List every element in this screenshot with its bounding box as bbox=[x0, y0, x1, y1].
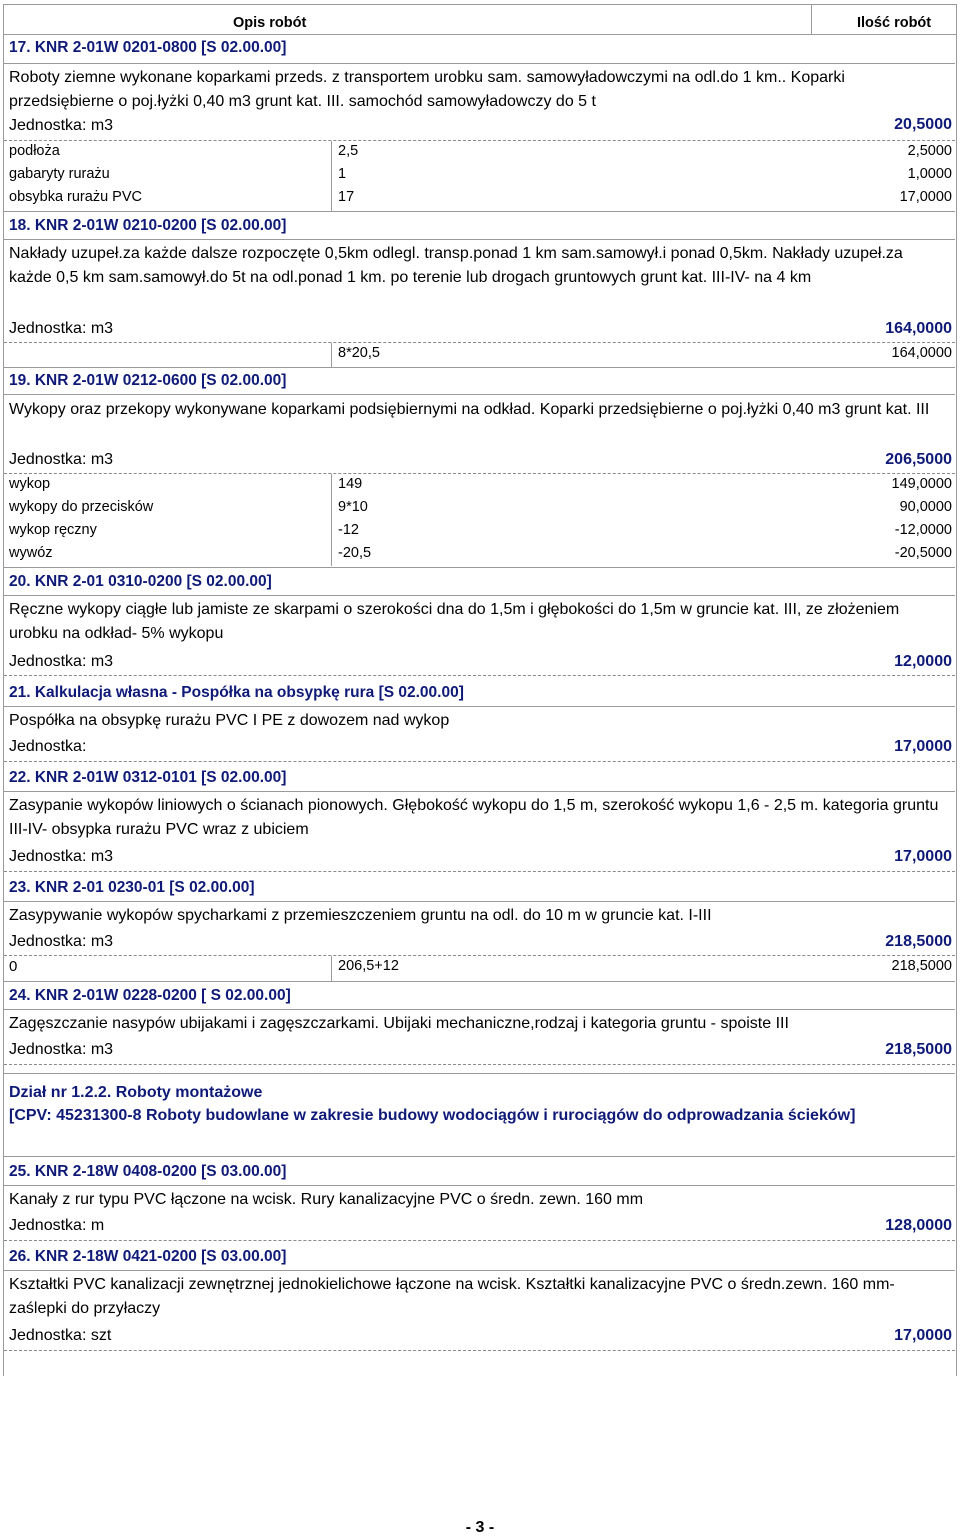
measurement-expression: 1 bbox=[338, 166, 347, 182]
item-description: Zasypywanie wykopów spycharkami z przemieszczeniem gruntu na odl. do 10 m w gruncie kat. I-III bbox=[9, 907, 712, 924]
measurement-name: gabaryty rurażu bbox=[9, 166, 110, 182]
item-unit: Jednostka: m3 bbox=[9, 117, 114, 134]
header-desc-cell bbox=[3, 4, 812, 35]
item-total: 128,0000 bbox=[885, 1217, 952, 1234]
item-total: 206,5000 bbox=[885, 451, 952, 468]
measure-column-divider bbox=[331, 956, 332, 981]
item-title-divider bbox=[4, 1270, 955, 1271]
measurement-name: podłoża bbox=[9, 143, 60, 159]
item-total: 218,5000 bbox=[885, 933, 952, 950]
item-description: Zagęszczanie nasypów ubijakami i zagęszczarkami. Ubijaki mechaniczne,rodzaj i kategoria gruntu - spoiste III bbox=[9, 1015, 789, 1032]
item-description: Ręczne wykopy ciągłe lub jamiste ze skarpami o szerokości dna do 1,5m i głębokości do 1,5m w gruncie kat. III, ze złożeniem urobku na odkład- 5% wykopu bbox=[9, 601, 900, 642]
item-total: 164,0000 bbox=[885, 320, 952, 337]
item-unit: Jednostka: m3 bbox=[9, 320, 114, 337]
unit-dashed-divider bbox=[4, 761, 955, 762]
measurement-name: obsybka rurażu PVC bbox=[9, 189, 142, 205]
section-cpv: [CPV: 45231300-8 Roboty budowlane w zakresie budowy wodociągów i rurociągów do odprowadzania ścieków] bbox=[9, 1107, 856, 1124]
measure-column-divider bbox=[331, 474, 332, 566]
item-title-divider bbox=[4, 791, 955, 792]
measurement-value: 164,0000 bbox=[891, 345, 952, 361]
page-number: - 3 - bbox=[465, 1519, 495, 1536]
measurement-name: 0 bbox=[9, 958, 18, 975]
item-total: 17,0000 bbox=[894, 738, 952, 755]
unit-dashed-divider bbox=[4, 140, 955, 141]
measurement-expression: 9*10 bbox=[338, 499, 368, 515]
header-desc-label: Opis robót bbox=[233, 15, 307, 31]
section-separator bbox=[4, 1156, 955, 1157]
item-separator bbox=[4, 981, 955, 982]
measurement-expression: 17 bbox=[338, 189, 355, 205]
measurement-expression: 149 bbox=[338, 476, 363, 492]
header-qty-cell bbox=[812, 4, 956, 35]
section-separator bbox=[4, 1073, 955, 1074]
item-title: 25. KNR 2-18W 0408-0200 [S 03.00.00] bbox=[9, 1163, 287, 1180]
item-unit: Jednostka: m3 bbox=[9, 848, 114, 865]
item-title-divider bbox=[4, 901, 955, 902]
item-title: 17. KNR 2-01W 0201-0800 [S 02.00.00] bbox=[9, 39, 287, 56]
frame-left-border bbox=[3, 4, 4, 1376]
measurement-value: 1,0000 bbox=[907, 166, 952, 182]
unit-dashed-divider bbox=[4, 1064, 955, 1065]
item-description: Wykopy oraz przekopy wykonywane koparkami podsiębiernymi na odkład. Koparki przedsiębierne o poj.łyżki 0,40 m3 grunt kat. III bbox=[9, 401, 930, 418]
item-title-divider bbox=[4, 595, 955, 596]
item-title: 26. KNR 2-18W 0421-0200 [S 03.00.00] bbox=[9, 1248, 287, 1265]
item-separator bbox=[4, 211, 955, 212]
item-description: Kanały z rur typu PVC łączone na wcisk. Rury kanalizacyjne PVC o średn. zewn. 160 mm bbox=[9, 1191, 644, 1208]
item-title-divider bbox=[4, 1185, 955, 1186]
measurement-value: 149,0000 bbox=[891, 476, 952, 492]
item-unit: Jednostka: m bbox=[9, 1217, 105, 1234]
item-total: 12,0000 bbox=[894, 653, 952, 670]
unit-dashed-divider bbox=[4, 1350, 955, 1351]
item-total: 17,0000 bbox=[894, 848, 952, 865]
measurement-value: 218,5000 bbox=[891, 958, 952, 974]
item-title-divider bbox=[4, 1009, 955, 1010]
measurement-value: 17,0000 bbox=[899, 189, 952, 205]
unit-dashed-divider bbox=[4, 473, 955, 474]
frame-right-border bbox=[956, 4, 957, 1376]
measurement-expression: 2,5 bbox=[338, 143, 359, 159]
measurement-expression: -12 bbox=[338, 522, 359, 538]
item-description: Zasypanie wykopów liniowych o ścianach pionowych. Głębokość wykopu do 1,5 m, szerokość wykopu 1,6 - 2,5 m. kategoria gruntu III-IV- obsypka rurażu PVC wraz z ubiciem bbox=[9, 797, 939, 838]
item-title-divider bbox=[4, 706, 955, 707]
item-title-divider bbox=[4, 394, 955, 395]
item-unit: Jednostka: bbox=[9, 738, 87, 755]
item-unit: Jednostka: m3 bbox=[9, 1041, 114, 1058]
measurement-name: wykop bbox=[9, 476, 51, 492]
item-total: 20,5000 bbox=[894, 116, 952, 133]
unit-dashed-divider bbox=[4, 871, 955, 872]
item-unit: Jednostka: m3 bbox=[9, 653, 114, 670]
measurement-expression: 206,5+12 bbox=[338, 958, 399, 974]
measurement-value: -12,0000 bbox=[894, 522, 952, 538]
item-title-divider bbox=[4, 63, 955, 64]
section-title: Dział nr 1.2.2. Roboty montażowe bbox=[9, 1084, 263, 1101]
item-title: 22. KNR 2-01W 0312-0101 [S 02.00.00] bbox=[9, 769, 287, 786]
measurement-name: wykop ręczny bbox=[9, 522, 97, 538]
item-title: 20. KNR 2-01 0310-0200 [S 02.00.00] bbox=[9, 573, 272, 590]
measure-column-divider bbox=[331, 141, 332, 211]
item-description: Nakłady uzupeł.za każde dalsze rozpoczęte 0,5km odlegl. transp.ponad 1 km sam.samowył.i ponad 0,5km. Nakłady uzupeł.za każde 0,5 km sam.samowył.do 5t na odl.ponad 1 km. po terenie lub drogach gruntowych grunt kat. III-IV- na 4 km bbox=[9, 245, 903, 286]
item-separator bbox=[4, 567, 955, 568]
header-qty-label: Ilość robót bbox=[857, 15, 932, 31]
measurement-expression: -20,5 bbox=[338, 545, 372, 561]
item-description: Pospółka na obsypkę rurażu PVC I PE z dowozem nad wykop bbox=[9, 712, 450, 729]
item-title-divider bbox=[4, 239, 955, 240]
item-title: 24. KNR 2-01W 0228-0200 [ S 02.00.00] bbox=[9, 987, 291, 1004]
item-unit: Jednostka: m3 bbox=[9, 933, 114, 950]
item-title: 23. KNR 2-01 0230-01 [S 02.00.00] bbox=[9, 879, 255, 896]
measurement-value: -20,5000 bbox=[894, 545, 952, 561]
measurement-value: 90,0000 bbox=[899, 499, 952, 515]
item-title: 21. Kalkulacja własna - Pospółka na obsypkę rura [S 02.00.00] bbox=[9, 684, 464, 701]
unit-dashed-divider bbox=[4, 675, 955, 676]
item-title: 19. KNR 2-01W 0212-0600 [S 02.00.00] bbox=[9, 372, 287, 389]
item-description: Roboty ziemne wykonane koparkami przeds. z transportem urobku sam. samowyładowczymi na odl.do 1 km.. Koparki przedsiębierne o poj.łyżki 0,40 m3 grunt kat. III. samochód samowyładowczy do 5 t bbox=[9, 69, 845, 110]
item-unit: Jednostka: szt bbox=[9, 1327, 112, 1344]
item-total: 17,0000 bbox=[894, 1327, 952, 1344]
item-description: Kształtki PVC kanalizacji zewnętrznej jednokielichowe łączone na wcisk. Kształtki kanalizacyjne PVC o średn.zewn. 160 mm- zaślepki do przyłaczy bbox=[9, 1276, 895, 1317]
item-title: 18. KNR 2-01W 0210-0200 [S 02.00.00] bbox=[9, 217, 287, 234]
unit-dashed-divider bbox=[4, 1240, 955, 1241]
item-total: 218,5000 bbox=[885, 1041, 952, 1058]
item-separator bbox=[4, 367, 955, 368]
measure-column-divider bbox=[331, 343, 332, 367]
item-unit: Jednostka: m3 bbox=[9, 451, 114, 468]
unit-dashed-divider bbox=[4, 955, 955, 956]
measurement-name: wywóz bbox=[9, 545, 53, 561]
unit-dashed-divider bbox=[4, 342, 955, 343]
measurement-name: wykopy do przecisków bbox=[9, 499, 154, 515]
measurement-expression: 8*20,5 bbox=[338, 345, 380, 361]
measurement-value: 2,5000 bbox=[907, 143, 952, 159]
